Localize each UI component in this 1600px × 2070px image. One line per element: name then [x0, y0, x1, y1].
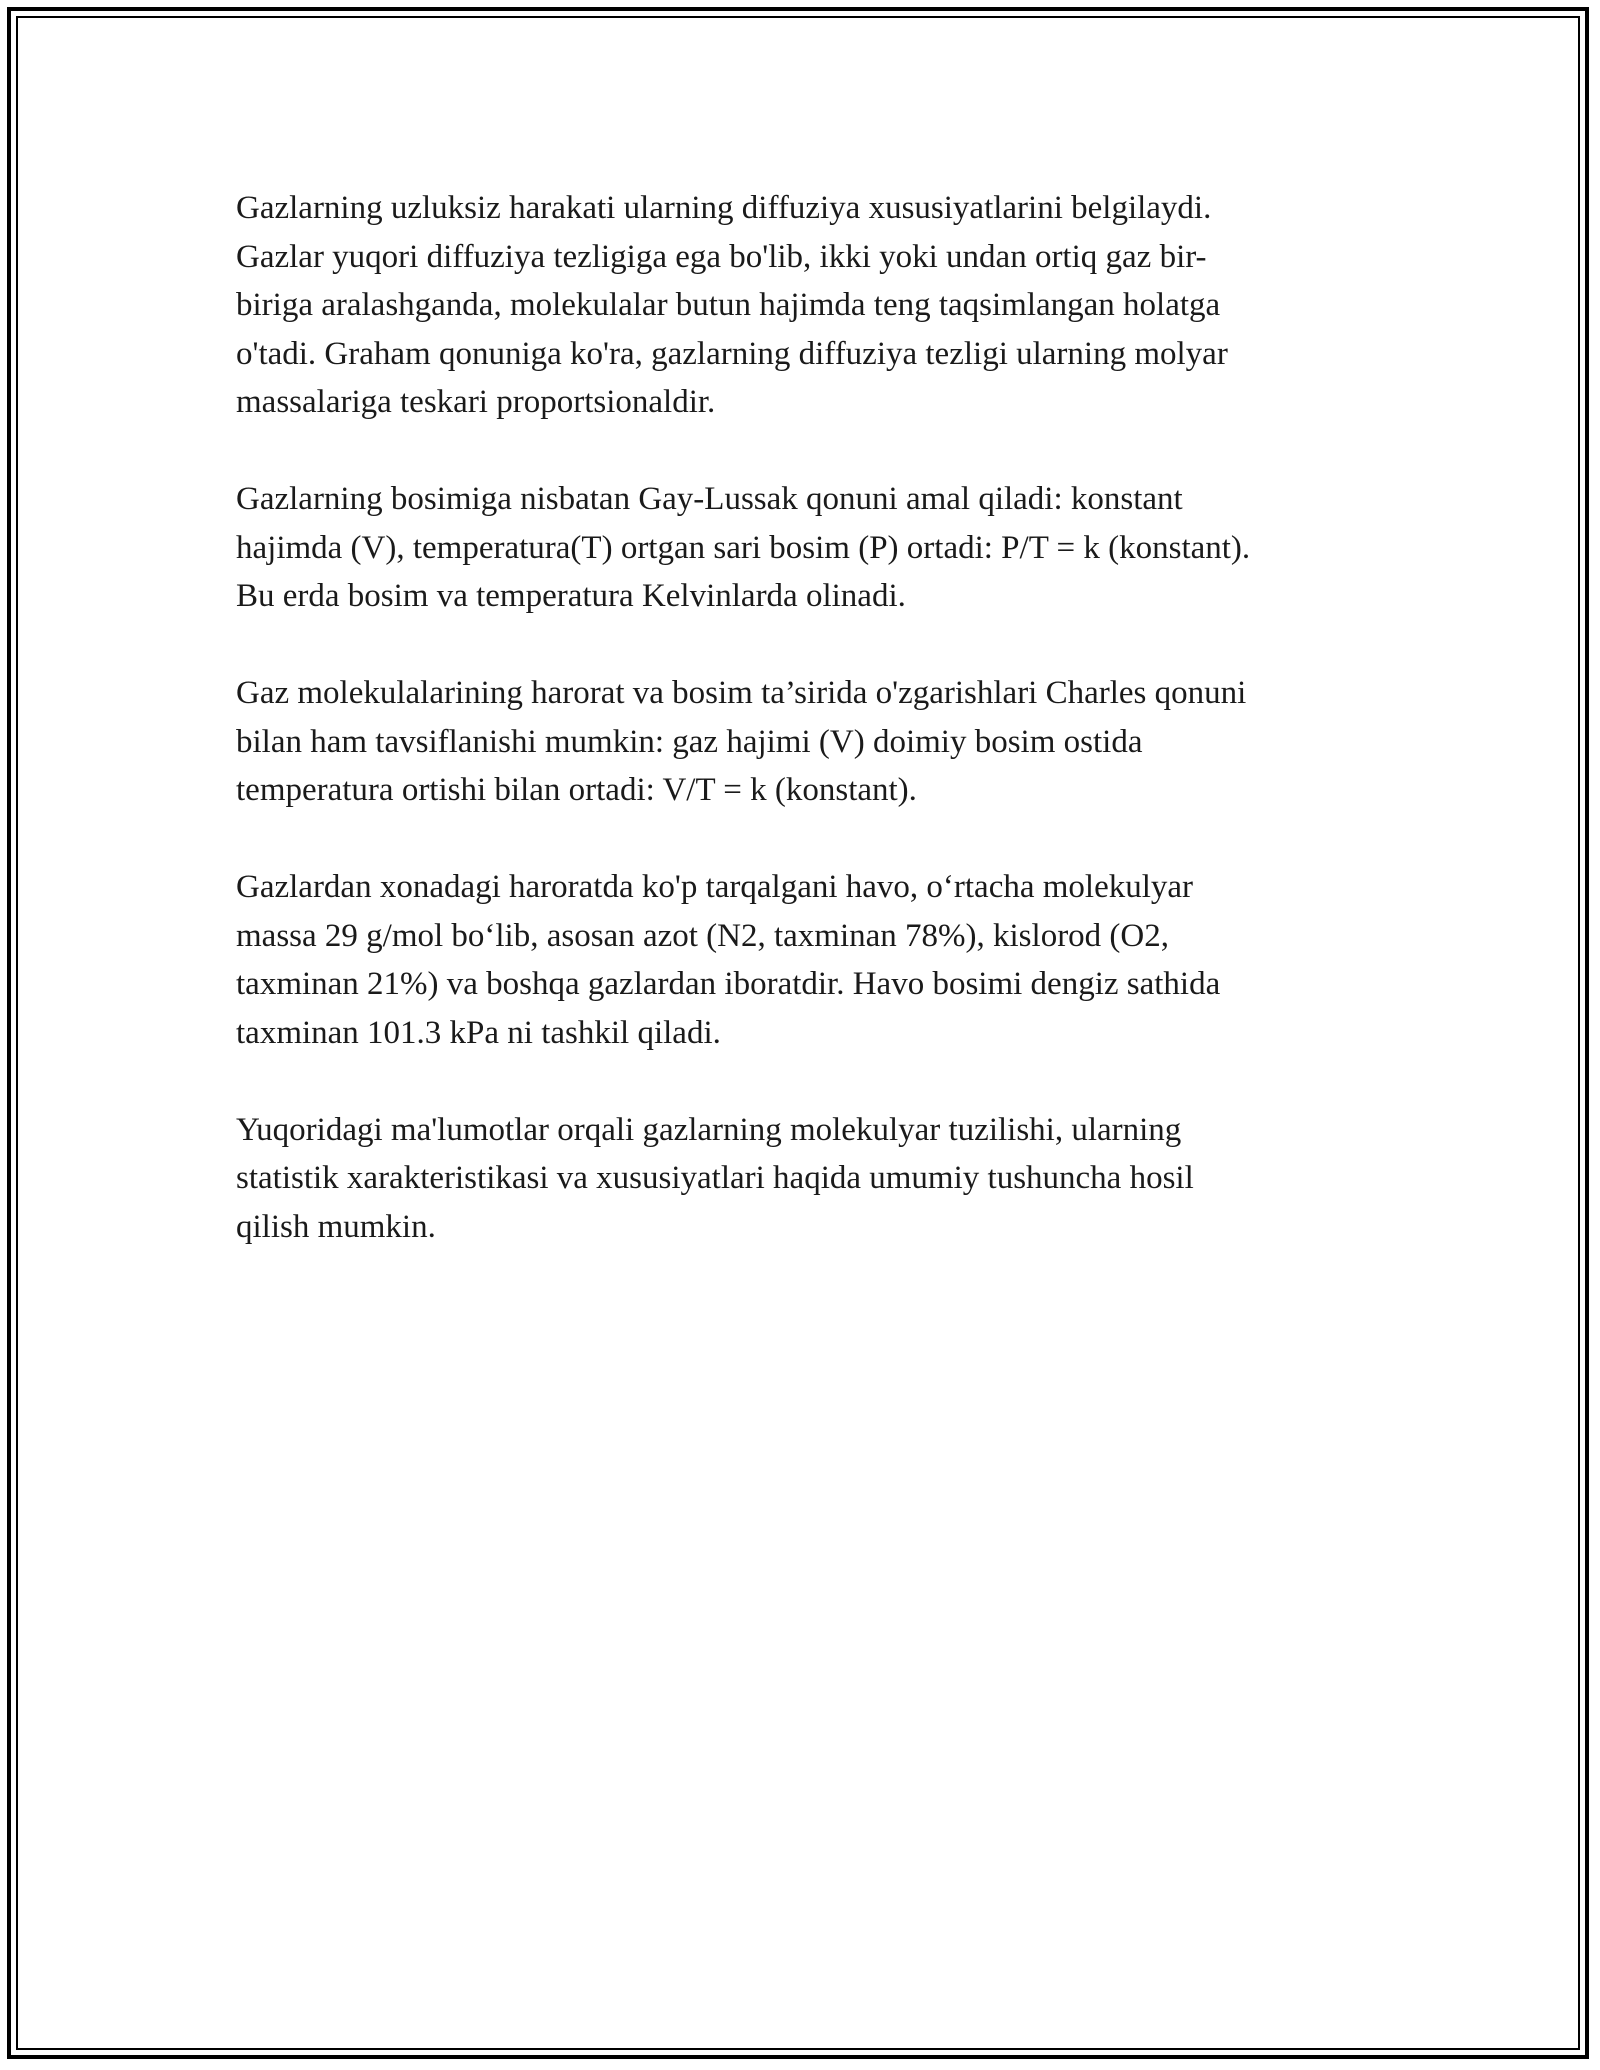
paragraph-gay-lussak: Gazlarning bosimiga nisbatan Gay-Lussak qonuni amal qiladi: konstant hajimda (V), temperatura(T) ortgan sari bosim (P) ortadi: P/T = k (konstant). Bu erda bosim va temperatura Kelvinlarda olinadi.	[236, 481, 1251, 614]
paragraph-diffusion: Gazlarning uzluksiz harakati ularning diffuziya xususiyatlarini belgilaydi. Gazlar yuqori diffuziya tezligiga ega bo'lib, ikki yoki undan ortiq gaz bir- biriga aralashganda, molekulalar butun hajimda teng taqsimlangan holatga o'tadi. Graham qonuniga ko'ra, gazlarning diffuziya tezligi ularning molyar massalariga teskari proportsionaldir.	[236, 190, 1228, 420]
document-body	[236, 184, 1386, 1300]
paragraph-air: Gazlardan xonadagi haroratda ko'p tarqalgani havo, oʻrtacha molekulyar massa 29 g/mol boʻlib, asosan azot (N2, taxminan 78%), kislorod (O2, taxminan 21%) va boshqa gazlardan iboratdir. Havo bosimi dengiz sathida taxminan 101.3 kPa ni tashkil qiladi.	[236, 869, 1221, 1051]
paragraph-charles: Gaz molekulalarining harorat va bosim ta’sirida o'zgarishlari Charles qonuni bilan ham tavsiflanishi mumkin: gaz hajimi (V) doimiy bosim ostida temperatura ortishi bilan ortadi: V/T = k (konstant).	[236, 675, 1247, 808]
paragraph-conclusion: Yuqoridagi ma'lumotlar orqali gazlarning molekulyar tuzilishi, ularning statistik xarakteristikasi va xususiyatlari haqida umumiy tushuncha hosil qilish mumkin.	[236, 1111, 1194, 1245]
